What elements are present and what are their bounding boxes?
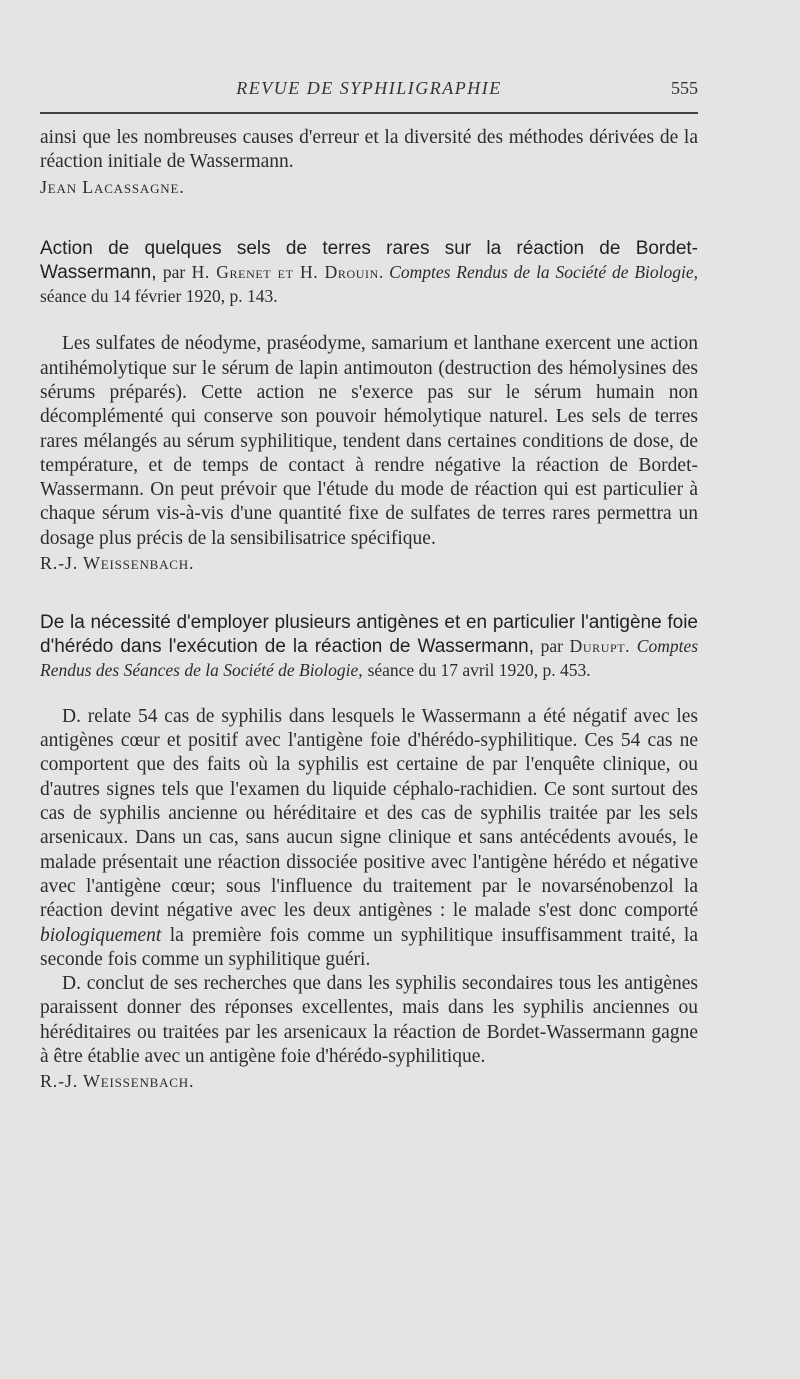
article1-heading: Action de quelques sels de terres rares sur la réaction de Bordet-Wassermann, par H. Grenet et H. Drouin. Comptes Rendus de la Société de Biologie, séance du 14 février 1920, p. 143. [40,237,699,306]
article2-paragraph-1-end: la première fois comme un syphilitique insuffisamment traité, la seconde fois comme un syphilitique guéri. [40,924,699,970]
signature-lacassagne: Jean Lacassagne. [40,176,185,197]
article2-details: séance du 17 avril 1920, p. 453. [367,660,591,681]
article1-authors: H. Grenet et H. Drouin [191,261,379,282]
article1-title: Action de quelques sels de terres rares sur la réaction de Bordet-Wassermann, [40,237,698,283]
article2-by: par [540,636,563,657]
article1-source: Comptes Rendus de la Société de Biologie, [389,261,699,282]
running-header [40,78,698,104]
journal-title: REVUE DE SYPHILIGRAPHIE [236,78,502,98]
article2-source: Comptes Rendus des Séances de la Société de Biologie, [40,636,699,681]
article2-title: De la nécessité d'employer plusieurs antigènes et en particulier l'antigène foie d'hérédo dans l'exécution de la réaction de Wassermann, [40,612,698,658]
signature-weissenbach-1: R.-J. Weissenbach. [40,553,195,574]
header-rule [40,112,698,114]
signature-weissenbach-2: R.-J. Weissenbach. [40,1071,195,1092]
article2-emphasis: biologiquement [40,924,162,946]
page-body [40,126,698,1094]
article2-paragraph-1-text: D. relate 54 cas de syphilis dans lesquels le Wassermann a été négatif avec les antigènes cœur et positif avec l'antigène foie d'hérédo-syphilitique. Ces 54 cas ne comportent que des faits où la syphilis est certaine de par l'enquête clinique, ou d'autres signes tels que l'examen du liquide céphalo-rachidien. Ce sont surtout des cas de syphilis ancienne ou héréditaire et des cas de syphilis traitée par les sels arsenicaux. Dans un cas, sans aucun signe clinique et sans antécédents avoués, le malade présentait une réaction dissociée positive avec l'antigène hérédo et négative avec l'antigène cœur; sous l'influence du traitement par le novarsénobenzol la réaction devint négative avec les deux antigènes : le malade s'est donc comporté [40,705,698,922]
article1-by: par [162,261,186,282]
article1-body: Les sulfates de néodyme, praséodyme, samarium et lanthane exercent une action antihémolytique sur le sérum de lapin antimouton (destruction des hémolysines des sérums préparés). Cette action ne s'exerce pas sur le sérum humain non décomplémenté qui conserve son pouvoir hémolytique naturel. Les sels de terres rares mélangés au sérum syphilitique, tendent dans certaines conditions de dose, de température, et de temps de contact à rendre négative la réaction de Bordet-Wassermann. On peut prévoir que l'étude du mode de réaction qui est particulier à chaque sérum vis-à-vis d'une quantité fixe de sulfates de terres rares permettra un dosage plus précis de la sensibilisatrice spécifique. [40,333,698,549]
article2-paragraph-1 [40,705,698,972]
page-number: 555 [671,78,698,98]
intro-paragraph: ainsi que les nombreuses causes d'erreur et la diversité des méthodes dérivées de la réaction initiale de Wassermann. [40,127,698,173]
article1-details: séance du 14 février 1920, p. 143. [40,285,278,306]
article2-authors: Durupt. [569,636,631,657]
article2-paragraph-2: D. conclut de ses recherches que dans les syphilis secondaires tous les antigènes paraissent donner des réponses excellentes, mais dans les syphilis anciennes ou héréditaires ou traitées par les arsenicaux la réaction de Bordet-Wassermann gagne à être établie avec un antigène foie d'hérédo-syphilitique. [40,973,698,1068]
article2-heading [40,611,698,683]
